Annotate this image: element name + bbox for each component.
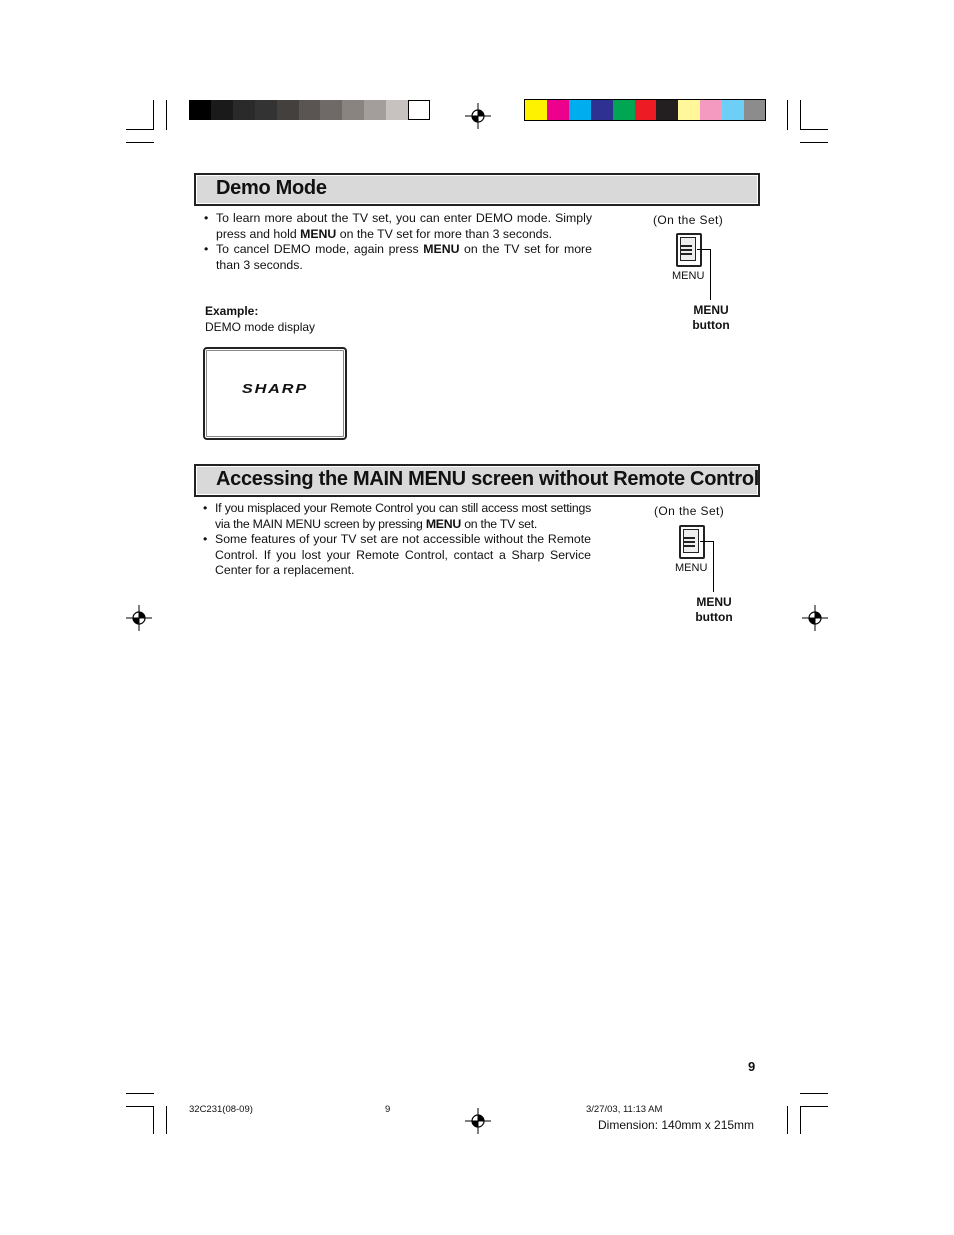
on-the-set-label: (On the Set) [653, 213, 724, 227]
menu-button-label: MENU button [692, 303, 730, 332]
demo-bullet-list [204, 211, 592, 273]
footer-doc-code: 32C231(08-09) [189, 1104, 253, 1115]
registration-mark-icon [126, 605, 152, 631]
gray-swatch [342, 100, 364, 120]
list-item: • To learn more about the TV set, you can enter DEMO mode. Simply press and hold MENU on the TV set for more than 3 seconds. [204, 211, 592, 242]
footer-dimension: Dimension: 140mm x 215mm [598, 1118, 755, 1132]
list-item: • Some features of your TV set are not accessible without the Remote Control. If you lost your Remote Control, contact a Sharp Service Center for a replacement. [203, 532, 591, 579]
main-menu-bullet-list [203, 501, 591, 579]
section-title: Demo Mode [216, 177, 327, 199]
gray-swatch [408, 100, 430, 120]
sharp-logo: SHARP [241, 381, 309, 396]
menu-icon-label: MENU [672, 270, 705, 282]
registration-mark-icon [802, 605, 828, 631]
gray-swatch [364, 100, 386, 120]
list-item: • If you misplaced your Remote Control you can still access most settings via the MAIN MENU screen by pressing MENU on the TV set. [203, 501, 591, 532]
on-the-set-label: (On the Set) [654, 504, 725, 518]
gray-swatch [277, 100, 299, 120]
gray-swatch [255, 100, 277, 120]
tv-demo-display [203, 347, 347, 440]
registration-mark-icon [465, 103, 491, 129]
menu-button-icon [679, 525, 705, 559]
footer-timestamp: 3/27/03, 11:13 AM [586, 1104, 663, 1115]
gray-swatch [211, 100, 233, 120]
example-caption: DEMO mode display [205, 320, 316, 334]
demo-mode-header [194, 173, 760, 206]
footer-page: 9 [385, 1104, 391, 1115]
example-label: Example: [205, 304, 259, 318]
gray-swatch [386, 100, 408, 120]
registration-mark-icon [465, 1108, 491, 1134]
page-number: 9 [748, 1059, 756, 1074]
menu-button-icon [676, 233, 702, 267]
gray-swatch [320, 100, 342, 120]
list-item: • To cancel DEMO mode, again press MENU on the TV set for more than 3 seconds. [204, 242, 592, 273]
menu-button-label: MENU button [695, 595, 733, 624]
section-title: Accessing the MAIN MENU screen without Remote Control [216, 468, 760, 490]
gray-swatch [189, 100, 211, 120]
menu-icon-label: MENU [675, 562, 708, 574]
gray-swatch [233, 100, 255, 120]
color-bar-frame [524, 99, 766, 121]
main-menu-header [194, 464, 760, 497]
gray-swatch [299, 100, 321, 120]
